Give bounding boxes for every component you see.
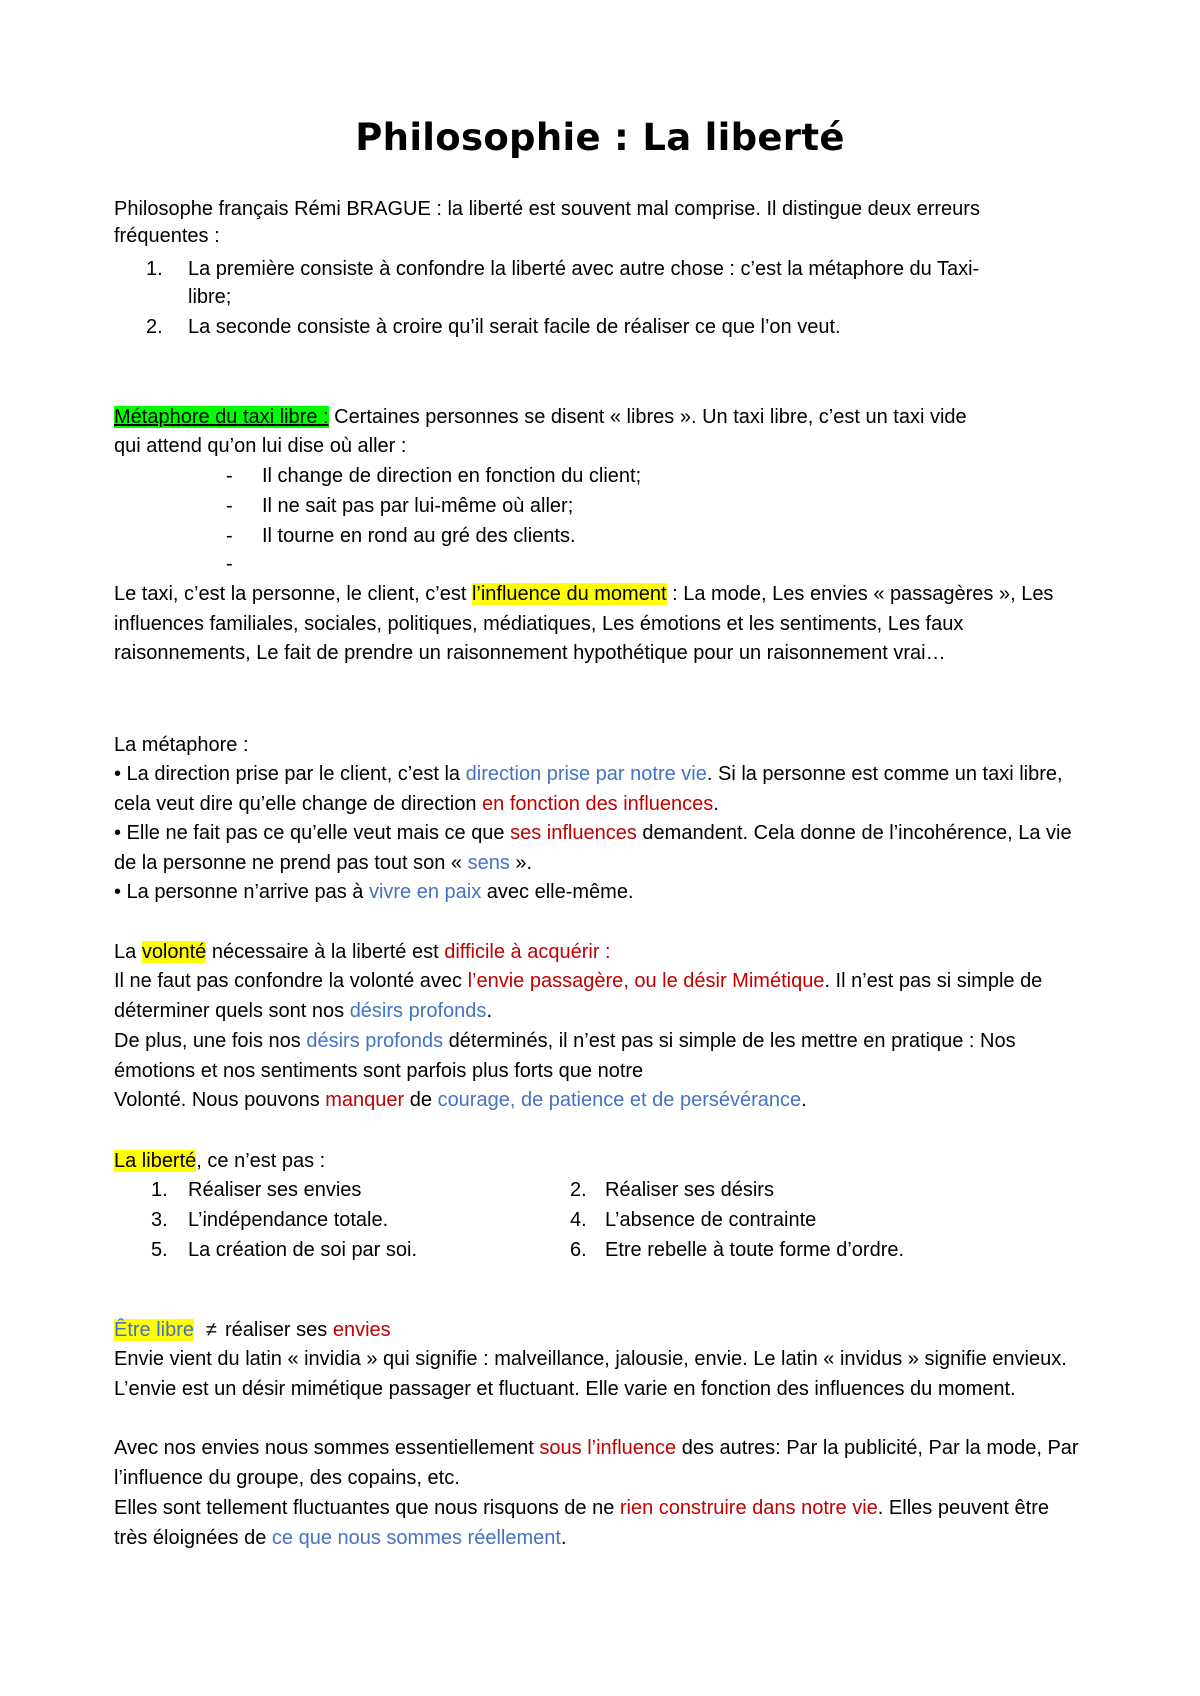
list-item: La première consiste à confondre la liberté avec autre chose : c’est la métaphore du Taxi- xyxy=(188,258,980,280)
list-item: Il tourne en rond au gré des clients. xyxy=(262,525,576,547)
list-number: 4. xyxy=(570,1209,587,1231)
intro-line: fréquentes : xyxy=(114,225,220,247)
etre-libre-paragraph: Envie vient du latin « invidia » qui signifie : malveillance, jalousie, envie. Le latin « invidus » signifie envieux. L’envie est un désir mimétique passager et fluctuant. Elle varie en fonction des influences du moment. xyxy=(114,1348,1067,1400)
liberte-heading: La liberté, ce n’est pas : xyxy=(114,1150,326,1172)
list-number: 6. xyxy=(570,1239,587,1261)
list-item: Réaliser ses envies xyxy=(188,1179,362,1201)
list-item: Il change de direction en fonction du client; xyxy=(262,465,642,487)
list-number: 5. xyxy=(151,1239,168,1261)
list-item: Il ne sait pas par lui-même où aller; xyxy=(262,495,574,517)
volonte-heading: La volonté nécessaire à la liberté est difficile à acquérir : xyxy=(114,941,611,963)
etre-libre-heading: Être libre ≠ réaliser ses envies xyxy=(114,1316,391,1344)
page-title: Philosophie : La liberté xyxy=(355,116,845,159)
taxi-paragraph xyxy=(114,403,967,431)
volonte-paragraph: Volonté. Nous pouvons manquer de courage, de patience et de persévérance. xyxy=(114,1089,807,1111)
list-number: 1. xyxy=(146,258,163,280)
list-item: L’indépendance totale. xyxy=(188,1209,389,1231)
client-paragraph: Le taxi, c’est la personne, le client, c’est l’influence du moment : La mode, Les envies « passagères », Les influences familiales, sociales, politiques, médiatiques, Les émotions et les sentiments, Les faux raisonnements, Le fait de prendre un raisonnement hypothétique pour un raisonnement vrai… xyxy=(114,583,1054,665)
volonte-paragraph: Il ne faut pas confondre la volonté avec l’envie passagère, ou le désir Mimétique. Il n’est pas si simple de déterminer quels sont nos désirs profonds. xyxy=(114,970,1043,1022)
list-item: La création de soi par soi. xyxy=(188,1239,418,1261)
dash-bullet: - xyxy=(226,465,233,487)
not-equal-symbol: ≠ xyxy=(206,1319,218,1341)
taxi-text: qui attend qu’on lui dise où aller : xyxy=(114,435,407,457)
list-number: 1. xyxy=(151,1179,168,1201)
metaphore-heading: La métaphore : xyxy=(114,734,249,756)
dash-bullet: - xyxy=(226,553,233,575)
dash-bullet: - xyxy=(226,525,233,547)
intro-line: Philosophe français Rémi BRAGUE : la liberté est souvent mal comprise. Il distingue deux erreurs xyxy=(114,198,980,220)
highlight: l’influence du moment xyxy=(471,583,667,605)
list-item: Réaliser ses désirs xyxy=(605,1179,774,1201)
list-number: 2. xyxy=(570,1179,587,1201)
metaphore-point: • La personne n’arrive pas à vivre en paix avec elle-même. xyxy=(114,881,634,903)
list-item: L’absence de contrainte xyxy=(605,1209,817,1231)
volonte-paragraph: De plus, une fois nos désirs profonds déterminés, il n’est pas si simple de les mettre en pratique : Nos émotions et nos sentiments sont parfois plus forts que notre xyxy=(114,1030,1016,1082)
list-item: La seconde consiste à croire qu’il serait facile de réaliser ce que l’on veut. xyxy=(188,316,841,338)
dash-bullet: - xyxy=(226,495,233,517)
taxi-heading: Métaphore du taxi libre : xyxy=(114,406,329,428)
taxi-text: Certaines personnes se disent « libres ». Un taxi libre, c’est un taxi vide xyxy=(328,406,967,428)
metaphore-point: • Elle ne fait pas ce qu’elle veut mais ce que ses influences demandent. Cela donne de l’incohérence, La vie de la personne ne prend pas tout son « sens ». xyxy=(114,822,1072,874)
list-item: Etre rebelle à toute forme d’ordre. xyxy=(605,1239,905,1261)
etre-libre-paragraph: Elles sont tellement fluctuantes que nous risquons de ne rien construire dans notre vie. Elles peuvent être très éloignées de ce que nous sommes réellement. xyxy=(114,1497,1050,1549)
metaphore-point: • La direction prise par le client, c’est la direction prise par notre vie. Si la personne est comme un taxi libre, cela veut dire qu’elle change de direction en fonction des influences. xyxy=(114,763,1063,815)
list-number: 2. xyxy=(146,316,163,338)
etre-libre-paragraph: Avec nos envies nous sommes essentiellement sous l’influence des autres: Par la publicité, Par la mode, Par l’influence du groupe, des copains, etc. xyxy=(114,1437,1079,1489)
list-number: 3. xyxy=(151,1209,168,1231)
list-item: libre; xyxy=(188,286,232,308)
